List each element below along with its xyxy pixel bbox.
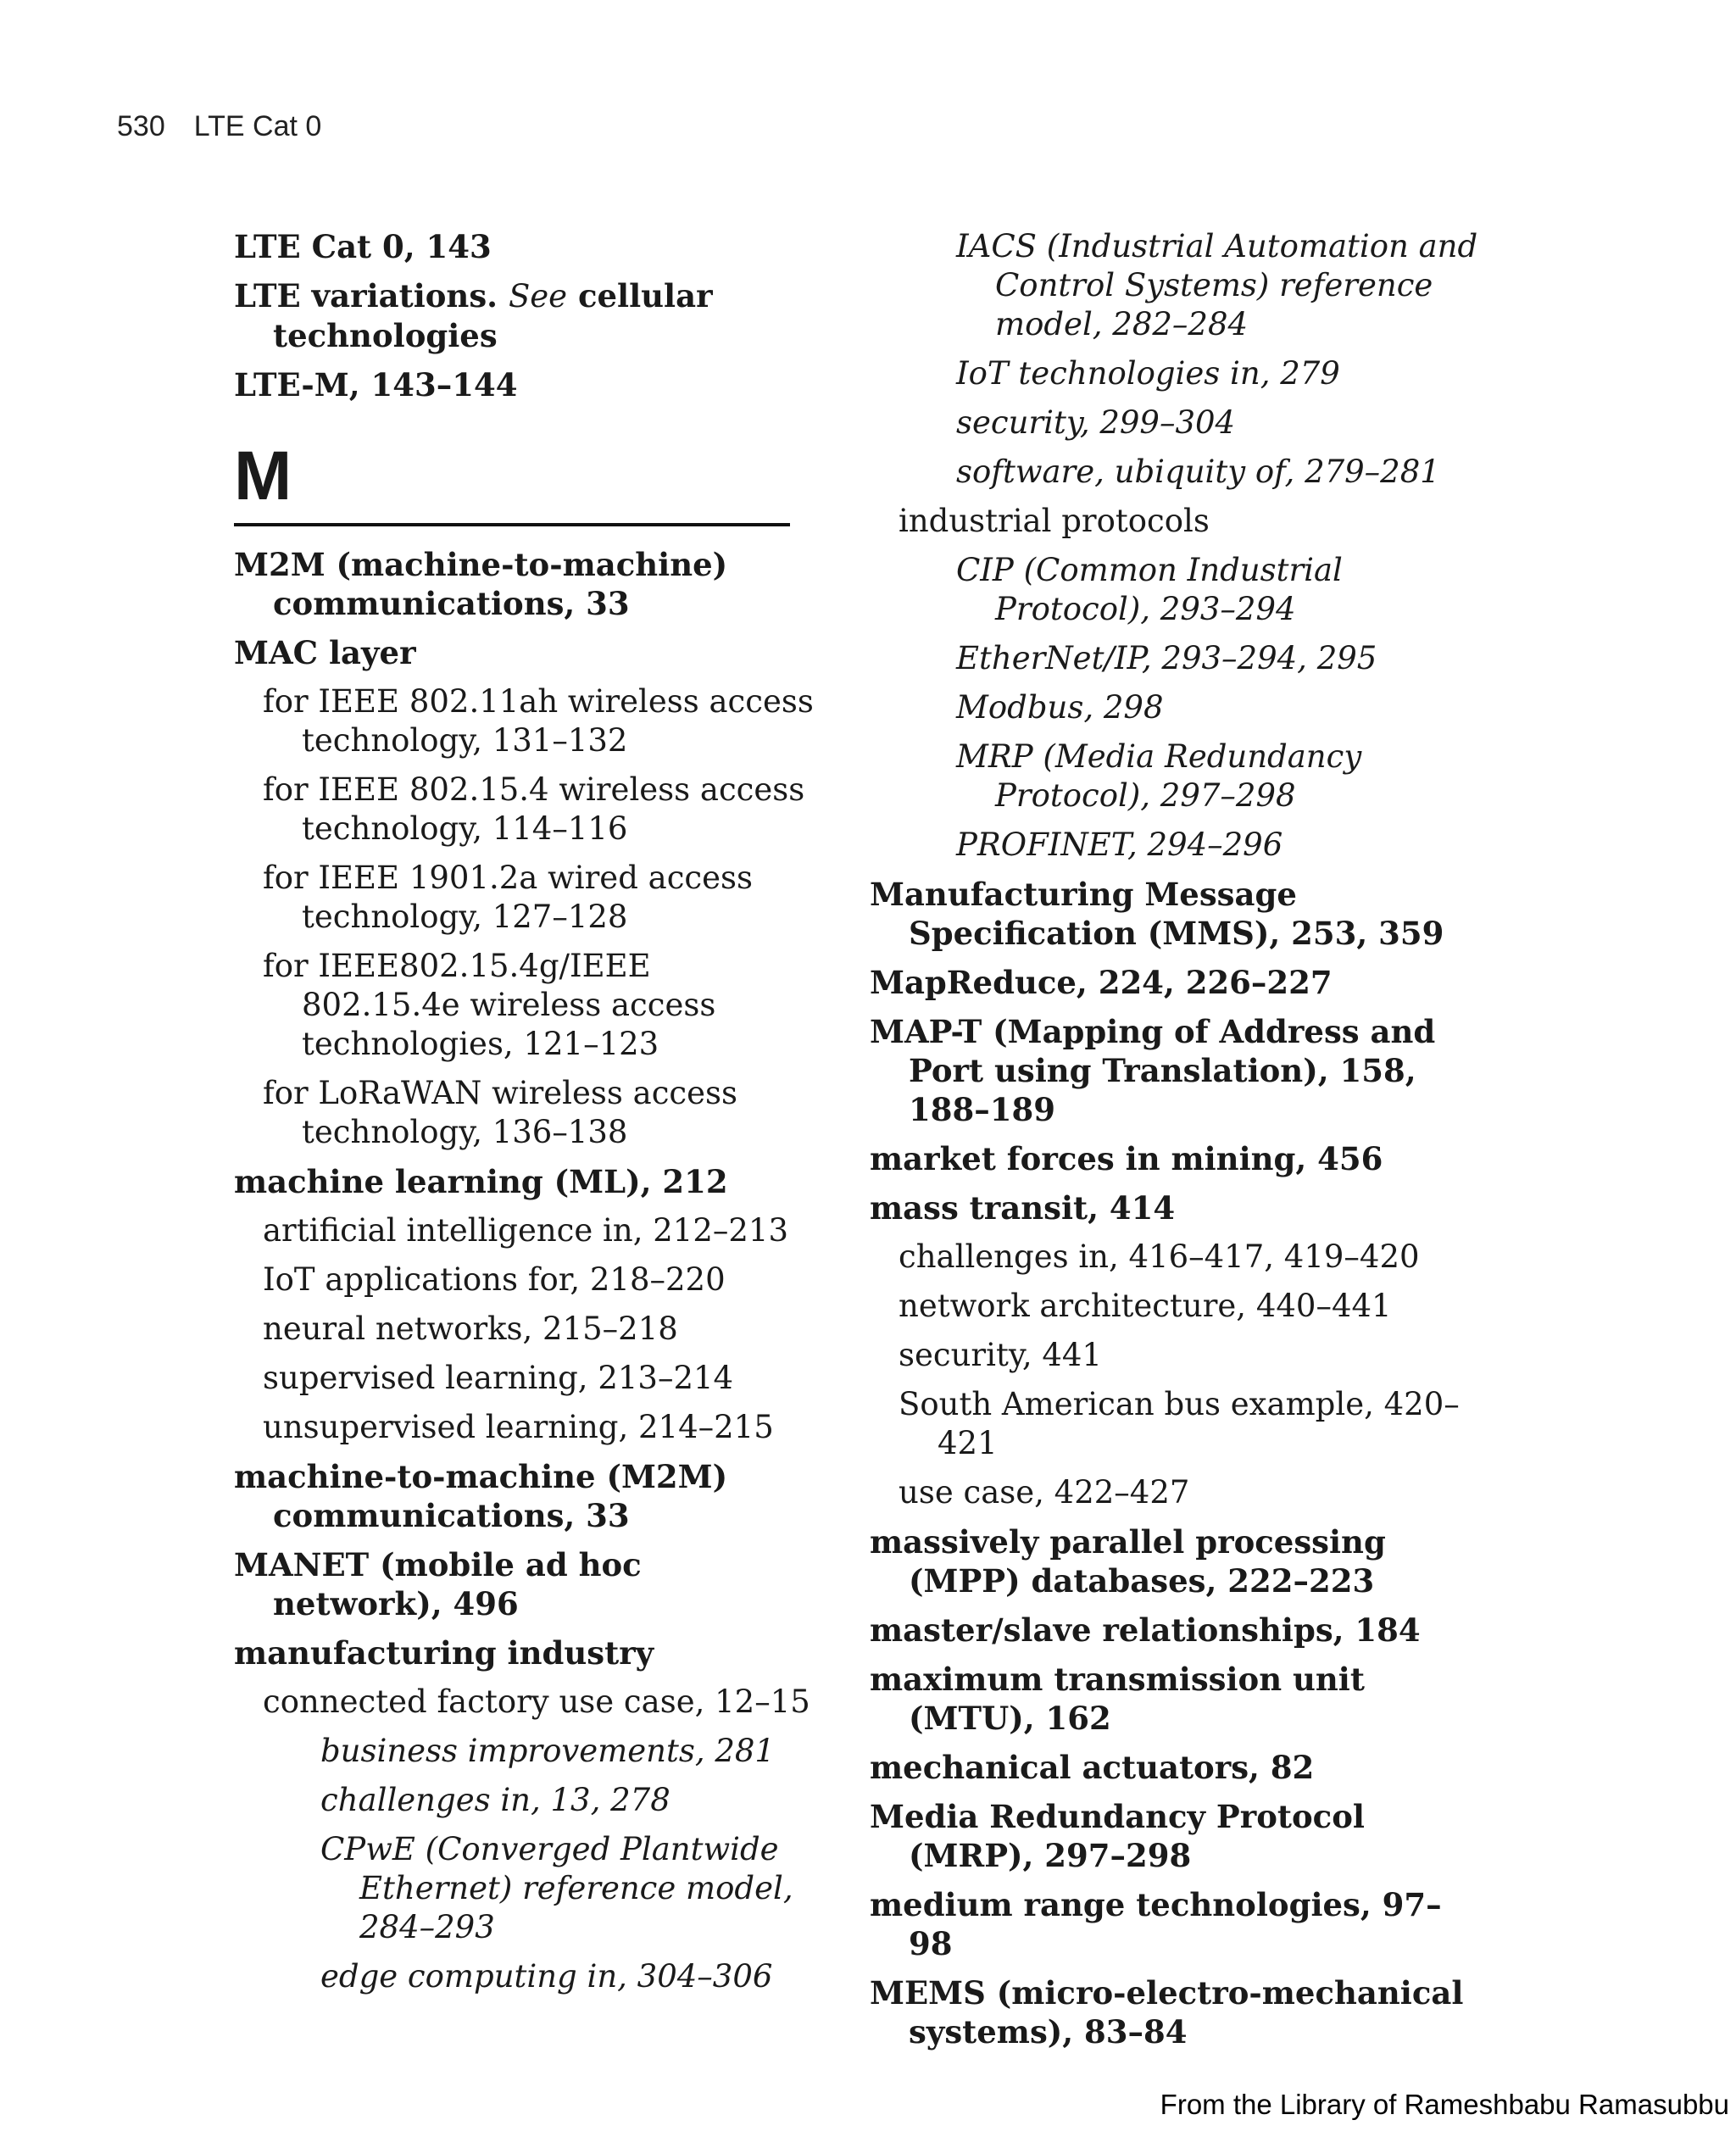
index-subentry: for IEEE802.15.4g/IEEE 802.15.4e wireless access technologies, 121–123 — [263, 948, 716, 1062]
index-entry: Media Redundancy Protocol (MRP), 297–298 — [870, 1798, 1365, 1874]
index-entry: MapReduce, 224, 226–227 — [870, 964, 1333, 1001]
index-subsubentry: MRP (Media Redundancy Protocol), 297–298 — [956, 738, 1362, 814]
entry-text: cellular technologies — [273, 277, 713, 354]
index-entry: Manufacturing Message Specification (MMS), 253, 359 — [870, 876, 1444, 952]
entry-text: LTE variations. — [234, 277, 509, 314]
index-entry: maximum transmission unit (MTU), 162 — [870, 1661, 1365, 1737]
right-entries-list — [870, 227, 1480, 2051]
index-entry: MEMS (micro-electro-mechanical systems), 83–84 — [870, 1974, 1464, 2051]
index-subsubentry: IACS (Industrial Automation and Control Systems) reference model, 282–284 — [956, 228, 1478, 342]
index-subentry: industrial protocols — [899, 503, 1210, 539]
running-head — [117, 110, 321, 143]
index-entry: market forces in mining, 456 — [870, 1140, 1383, 1177]
index-subsubentry: challenges in, 13, 278 — [320, 1782, 670, 1818]
index-subsubentry: PROFINET, 294–296 — [956, 826, 1283, 863]
index-entry: mass transit, 414 — [870, 1189, 1176, 1227]
index-subsubentry: EtherNet/IP, 293–294, 295 — [956, 640, 1377, 676]
index-entry: LTE Cat 0, 143 — [234, 228, 492, 265]
index-entry-see-reference — [234, 276, 819, 355]
index-entry: medium range technologies, 97–98 — [870, 1886, 1442, 1962]
index-subentry: neural networks, 215–218 — [263, 1311, 678, 1347]
library-footer: From the Library of Rameshbabu Ramasubbu — [1160, 2089, 1729, 2120]
section-letter-heading: M — [234, 442, 790, 526]
index-subentry: South American bus example, 420–421 — [899, 1386, 1460, 1461]
index-subsubentry: CIP (Common Industrial Protocol), 293–294 — [956, 552, 1343, 627]
index-entry: massively parallel processing (MPP) databases, 222–223 — [870, 1523, 1386, 1600]
index-subentry: for IEEE 802.15.4 wireless access technology, 114–116 — [263, 771, 805, 847]
index-subentry: unsupervised learning, 214–215 — [263, 1409, 774, 1445]
index-subentry: for IEEE 802.11ah wireless access technology, 131–132 — [263, 683, 814, 759]
index-entry: MAP-T (Mapping of Address and Port using Translation), 158, 188–189 — [870, 1013, 1436, 1128]
index-subentry: supervised learning, 213–214 — [263, 1360, 734, 1396]
see-label: See — [508, 278, 568, 314]
index-entry: LTE-M, 143–144 — [234, 366, 518, 403]
index-subsubentry: software, ubiquity of, 279–281 — [956, 454, 1440, 490]
index-column-left — [234, 227, 819, 2006]
running-head-title: LTE Cat 0 — [193, 110, 322, 142]
index-subsubentry: edge computing in, 304–306 — [320, 1958, 773, 1995]
index-entry: machine-to-machine (M2M) communications, 33 — [234, 1458, 728, 1534]
index-subsubentry: security, 299–304 — [956, 404, 1236, 441]
index-subentry: IoT applications for, 218–220 — [263, 1261, 726, 1298]
index-entry: M2M (machine-to-machine) communications, 33 — [234, 546, 728, 622]
left-entries-list — [234, 545, 819, 1996]
index-subentry: use case, 422–427 — [899, 1474, 1190, 1511]
index-subsubentry: Modbus, 298 — [956, 689, 1164, 726]
index-entry: manufacturing industry — [234, 1634, 654, 1672]
index-entry: mechanical actuators, 82 — [870, 1749, 1315, 1786]
index-subsubentry: IoT technologies in, 279 — [956, 355, 1340, 392]
index-subsubentry: CPwE (Converged Plantwide Ethernet) reference model, 284–293 — [320, 1831, 793, 1945]
index-entry: machine learning (ML), 212 — [234, 1163, 728, 1200]
index-subentry: network architecture, 440–441 — [899, 1288, 1392, 1324]
index-subentry: artificial intelligence in, 212–213 — [263, 1212, 788, 1249]
index-entry: MANET (mobile ad hoc network), 496 — [234, 1546, 642, 1622]
index-column-right — [870, 227, 1480, 2062]
page-number: 530 — [117, 110, 165, 142]
index-subentry: connected factory use case, 12–15 — [263, 1683, 810, 1720]
index-subentry: for IEEE 1901.2a wired access technology, 127–128 — [263, 860, 754, 935]
index-subentry: challenges in, 416–417, 419–420 — [899, 1238, 1420, 1275]
index-entry: MAC layer — [234, 634, 416, 671]
index-subsubentry: business improvements, 281 — [320, 1733, 775, 1769]
index-subentry: security, 441 — [899, 1337, 1102, 1373]
index-subentry: for LoRaWAN wireless access technology, 136–138 — [263, 1075, 738, 1150]
index-entry: master/slave relationships, 184 — [870, 1611, 1421, 1649]
